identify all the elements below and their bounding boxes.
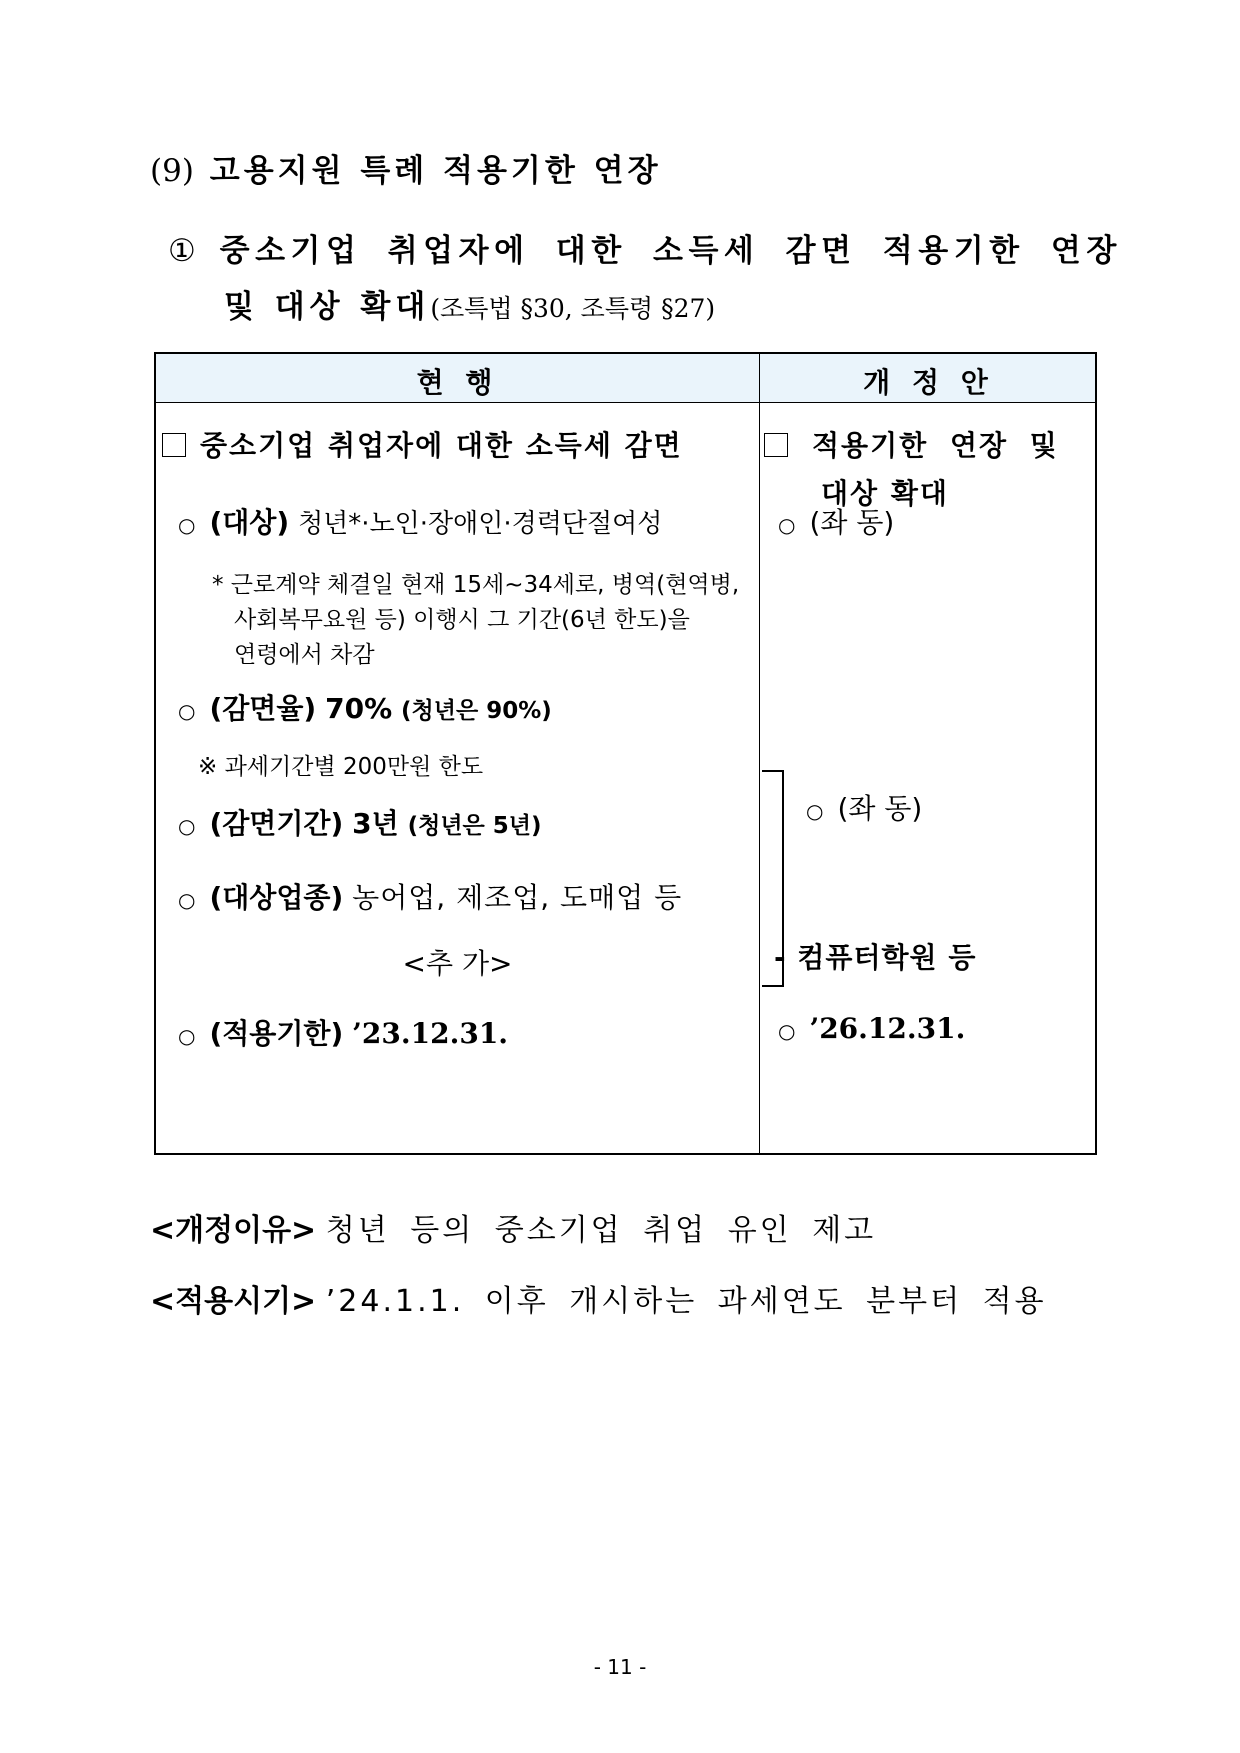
column-divider: [759, 354, 760, 1153]
right-heading: [764, 424, 1059, 464]
new-deadline-value: ’26.12.31.: [809, 1012, 966, 1045]
footnote-line: 연령에서 차감: [234, 642, 375, 668]
item-heading-bold: 및 대상 확대: [224, 289, 431, 325]
bullet-icon: ○: [778, 513, 796, 537]
target-value: 청년*·노인·장애인·경력단절여성: [298, 509, 663, 539]
industry-value: 농어업, 제조업, 도매업 등: [352, 881, 683, 914]
effective-text: ’24.1.1. 이후 개시하는 과세연도 분부터 적용: [325, 1284, 1047, 1319]
bullet-icon: ○: [178, 888, 196, 912]
checkbox-icon: [764, 433, 788, 457]
header-current: 현 행: [416, 366, 499, 399]
item-heading-line2: [224, 281, 715, 326]
deadline-row: [178, 1012, 508, 1052]
new-deadline-row: [778, 1012, 965, 1045]
same-as-left-2: [806, 787, 922, 827]
header-revised: 개 정 안: [863, 366, 994, 399]
right-heading-line1: 적용기한 연장 및: [812, 429, 1059, 462]
table-header: [156, 354, 1095, 403]
same-text: (좌 동): [809, 506, 895, 539]
reason-line: [150, 1205, 876, 1249]
left-heading-text: 중소기업 취업자에 대한 소득세 감면: [200, 429, 683, 462]
rate-value: 70%: [325, 692, 393, 725]
bullet-icon: ○: [806, 799, 824, 823]
effective-label: <적용시기>: [150, 1284, 317, 1319]
bullet-icon: ○: [178, 513, 196, 537]
same-text: (좌 동): [837, 792, 923, 825]
effective-line: [150, 1276, 1047, 1320]
left-heading: [162, 424, 683, 464]
limit-note: ※ 과세기간별 200만원 한도: [198, 754, 484, 780]
target-row: [178, 501, 662, 541]
comparison-table: [154, 352, 1097, 1155]
industry-row: [178, 876, 682, 916]
same-as-left-1: [778, 501, 894, 541]
bullet-icon: ○: [778, 1019, 796, 1043]
industry-label: (대상업종): [209, 881, 344, 914]
section-number: (9): [150, 153, 194, 189]
bullet-icon: ○: [178, 814, 196, 838]
rate-row: [178, 687, 552, 727]
target-label: (대상): [209, 506, 290, 539]
right-heading-line2: 대상 확대: [821, 477, 949, 510]
rate-note: (청년은 90%): [401, 698, 552, 724]
bullet-icon: ○: [178, 1024, 196, 1048]
period-label: (감면기간): [209, 807, 344, 840]
deadline-label: (적용기한): [209, 1017, 344, 1050]
footnote-line: * 근로계약 체결일 현재 15세~34세로, 병역(현역병,: [212, 572, 740, 598]
period-row: [178, 802, 542, 842]
item-heading-line1: 중소기업 취업자에 대한 소득세 감면 적용기한 연장: [219, 233, 1122, 269]
section-title: [150, 145, 662, 190]
bullet-icon: ○: [178, 699, 196, 723]
reason-label: <개정이유>: [150, 1213, 317, 1248]
item-marker: ①: [168, 233, 196, 269]
addition-marker: <추 가>: [402, 947, 513, 980]
period-note: (청년은 5년): [407, 813, 542, 839]
period-value: 3년: [352, 807, 399, 840]
reason-text: 청년 등의 중소기업 취업 유인 제고: [325, 1213, 877, 1248]
item-heading: [168, 225, 1122, 270]
legal-reference: (조특법 §30, 조특령 §27): [430, 294, 716, 323]
added-industry: - 컴퓨터학원 등: [774, 941, 977, 974]
rate-label: (감면율): [209, 692, 317, 725]
deadline-value: ’23.12.31.: [352, 1017, 509, 1050]
section-title-text: 고용지원 특례 적용기한 연장: [209, 153, 662, 189]
bracket-line: [762, 770, 784, 987]
page-number: - 11 -: [593, 1655, 647, 1679]
footnote-line: 사회복무요원 등) 이행시 그 기간(6년 한도)을: [234, 607, 690, 633]
checkbox-icon: [162, 433, 186, 457]
